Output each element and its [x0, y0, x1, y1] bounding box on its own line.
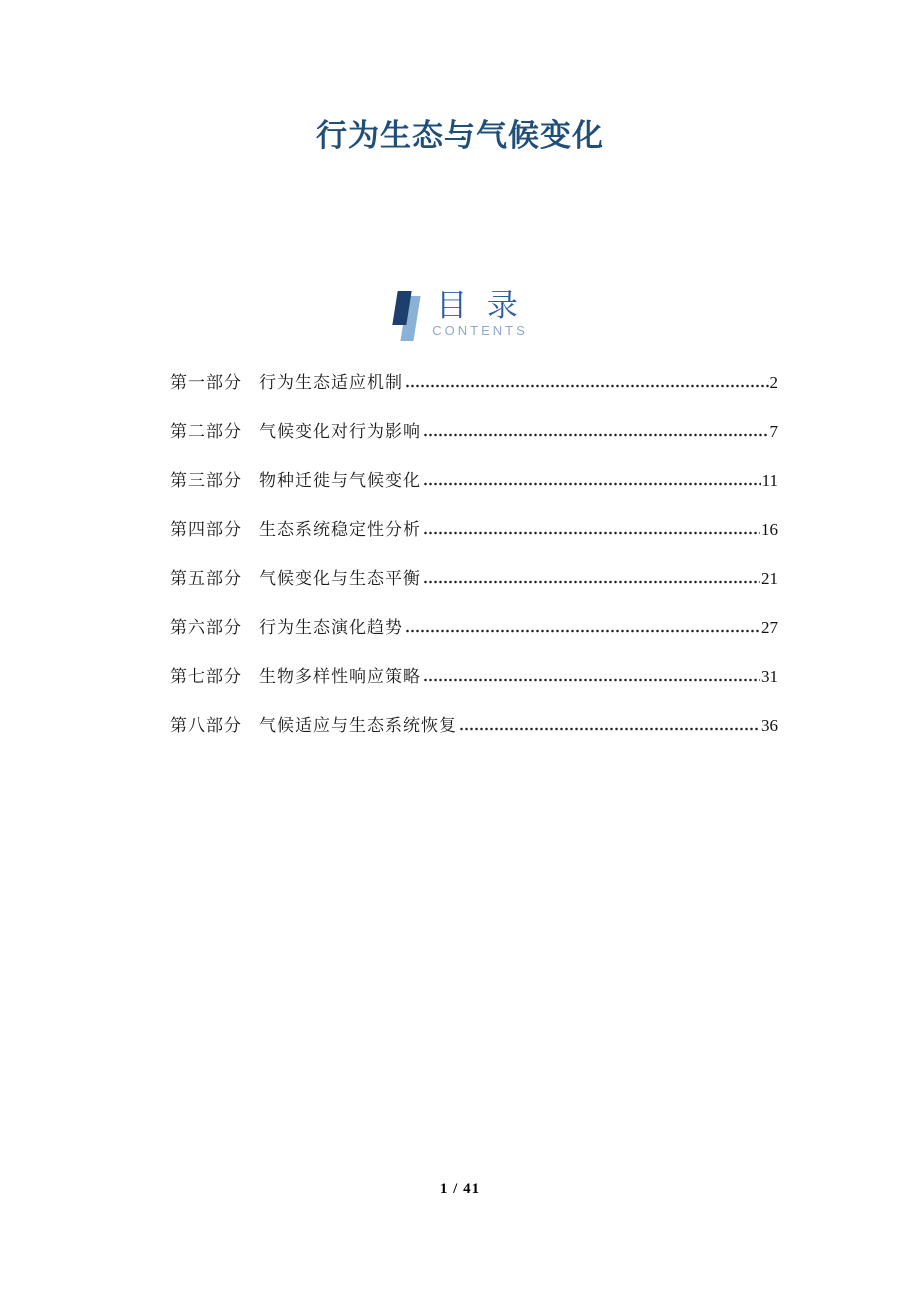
toc-entry-title: 气候适应与生态系统恢复 [259, 716, 457, 735]
toc-entry[interactable] [170, 662, 778, 686]
toc-page-number: 31 [761, 667, 778, 686]
dot-leader [459, 727, 760, 731]
toc-page-number: 7 [769, 422, 778, 441]
toc-entry[interactable] [170, 417, 778, 441]
toc-part-label: 第四部分 [170, 520, 242, 539]
toc-entry[interactable] [170, 711, 778, 735]
toc-part-label: 第二部分 [170, 422, 242, 441]
toc-part-label: 第七部分 [170, 667, 242, 686]
toc-list [170, 368, 778, 735]
toc-entry-title: 气候变化与生态平衡 [259, 569, 421, 588]
toc-part-label: 第五部分 [170, 569, 242, 588]
contents-title-group [432, 289, 528, 338]
contents-header [0, 289, 920, 345]
dot-leader [423, 678, 760, 682]
toc-entry-title: 物种迁徙与气候变化 [259, 471, 421, 490]
dot-leader [405, 384, 769, 388]
toc-page-number: 11 [761, 471, 778, 490]
toc-entry-title: 气候变化对行为影响 [259, 422, 421, 441]
toc-page-number: 16 [761, 520, 778, 539]
toc-entry[interactable] [170, 368, 778, 392]
contents-subheading: CONTENTS [432, 323, 528, 338]
toc-part-label: 第八部分 [170, 716, 242, 735]
toc-part-label: 第六部分 [170, 618, 242, 637]
toc-entry-title: 行为生态演化趋势 [259, 618, 403, 637]
toc-entry-title: 生态系统稳定性分析 [259, 520, 421, 539]
dot-leader [405, 629, 760, 633]
toc-entry[interactable] [170, 564, 778, 588]
two-tone-slash-icon [392, 289, 426, 345]
page-number-indicator: 1 / 41 [439, 1181, 481, 1197]
document-title: 行为生态与气候变化 [316, 118, 604, 153]
toc-part-label: 第一部分 [170, 373, 242, 392]
toc-entry[interactable] [170, 466, 778, 490]
toc-page-number: 36 [761, 716, 778, 735]
toc-page-number: 27 [761, 618, 778, 637]
toc-entry[interactable] [170, 613, 778, 637]
dot-leader [423, 433, 769, 437]
toc-entry-title: 行为生态适应机制 [259, 373, 403, 392]
dot-leader [423, 482, 761, 486]
toc-page-number: 2 [769, 373, 778, 392]
dot-leader [423, 580, 760, 584]
contents-heading: 目 录 [436, 288, 524, 323]
toc-entry-title: 生物多样性响应策略 [259, 667, 421, 686]
toc-part-label: 第三部分 [170, 471, 242, 490]
toc-page-number: 21 [761, 569, 778, 588]
toc-entry[interactable] [170, 515, 778, 539]
dot-leader [423, 531, 760, 535]
